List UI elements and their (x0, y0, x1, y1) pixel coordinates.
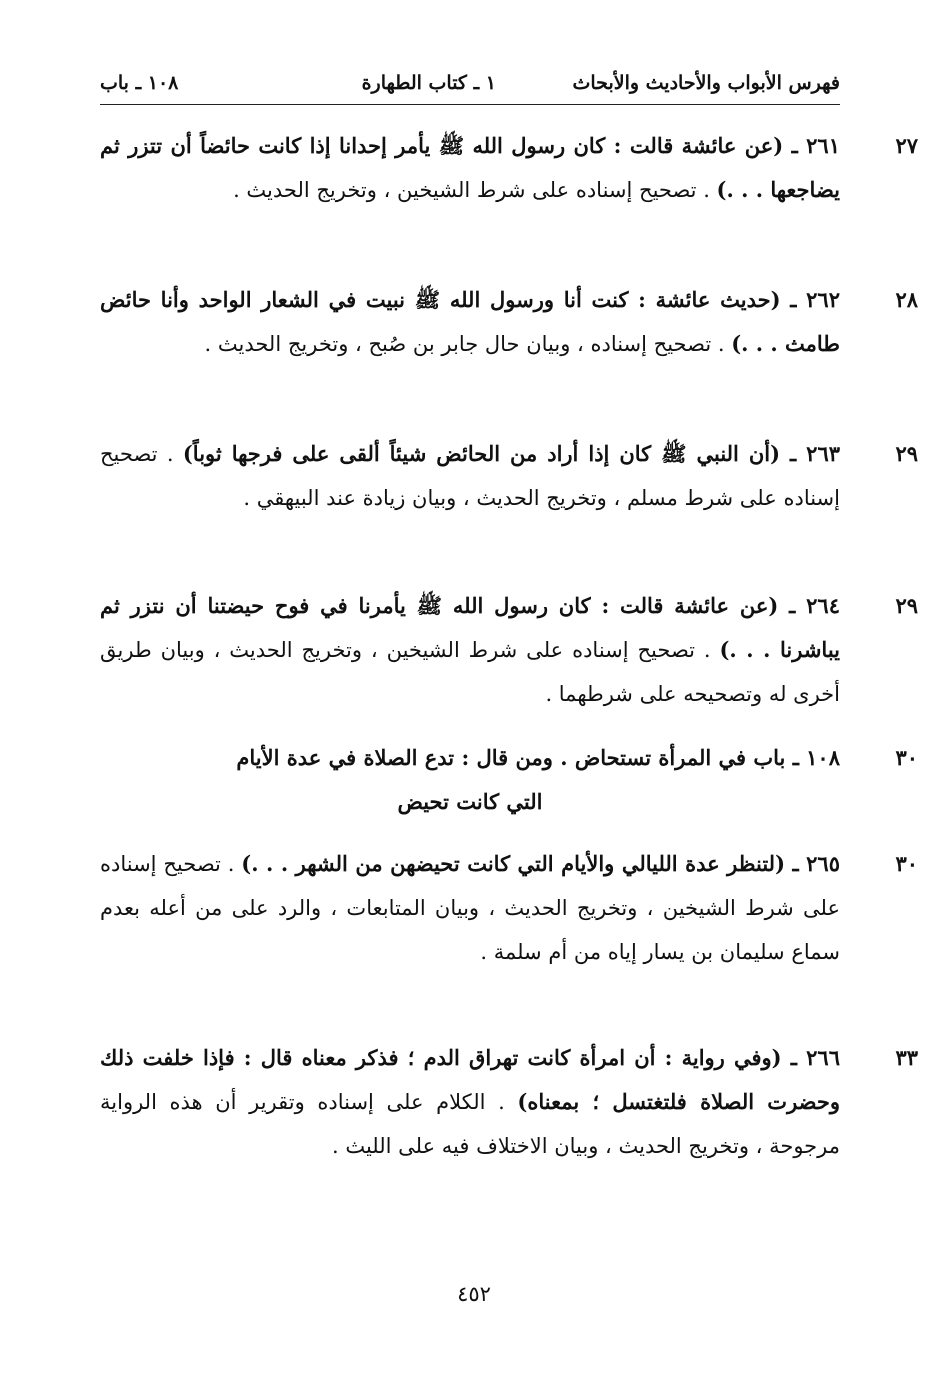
entry-commentary: . تصحيح إسناده على شرط الشيخين ، وتخريج الحديث . (233, 178, 717, 202)
entry-page-number: ٣٠ (895, 745, 918, 770)
entry-hadith: ٢٦٤ ـ (عن عائشة قالت : كان رسول الله ﷺ يأمرنا في فوح حيضتنا أن نتزر ثم يباشرنا . . .) (100, 593, 840, 662)
index-entry (100, 842, 918, 974)
entry-hadith: ٢٦١ ـ (عن عائشة قالت : كان رسول الله ﷺ يأمر إحدانا إذا كانت حائضاً أن تتزر ثم يضاجعها . . .) (100, 133, 840, 202)
entry-text (100, 124, 840, 212)
entry-commentary: . الكلام على إسناده وتقرير أن هذه الرواية مرجوحة ، وتخريج الحديث ، وبيان الاختلاف فيه على الليث . (100, 1090, 840, 1158)
chapter-heading-entry (100, 736, 918, 824)
entry-commentary: . تصحيح إسناده ، وبيان حال جابر بن صُبح ، وتخريج الحديث . (204, 332, 732, 356)
entry-page-number: ٣٣ (895, 1045, 918, 1070)
entry-text (100, 1036, 840, 1168)
index-entry (100, 278, 918, 366)
entry-text (100, 432, 840, 520)
entry-text (100, 278, 840, 366)
entry-hadith: ٢٦٣ ـ (أن النبي ﷺ كان إذا أراد من الحائض شيئاً ألقى على فرجها ثوباً) (182, 441, 841, 466)
entry-commentary: . تصحيح إسناده على شرط مسلم ، وتخريج الحديث ، وبيان زيادة عند البيهقي . (100, 442, 840, 510)
index-entry (100, 584, 918, 716)
entry-text (100, 842, 840, 974)
entry-text (100, 736, 840, 780)
entry-hadith: ٢٦٢ ـ (حديث عائشة : كنت أنا ورسول الله ﷺ نبيت في الشعار الواحد وأنا حائض طامث . . .) (100, 287, 840, 356)
header-title: فهرس الأبواب والأحاديث والأبحاث (572, 72, 840, 94)
index-entry (100, 1036, 918, 1168)
header-book: ١ ـ كتاب الطهارة (361, 72, 496, 94)
chapter-heading-continuation: التي كانت تحيض (397, 789, 543, 814)
running-header (100, 64, 840, 105)
entry-text (100, 584, 840, 716)
entry-page-number: ٢٩ (895, 593, 918, 618)
chapter-heading: ١٠٨ ـ باب في المرأة تستحاض . ومن قال : تدع الصلاة في عدة الأيام (236, 745, 840, 770)
entry-page-number: ٢٩ (895, 441, 918, 466)
entry-page-number: ٢٧ (895, 133, 918, 158)
entry-hadith: ٢٦٦ ـ (وفي رواية : أن امرأة كانت تهراق الدم ؛ فذكر معناه قال : فإذا خلفت ذلك وحضرت الصلاة فلتغتسل ؛ بمعناه) (100, 1045, 841, 1114)
entry-hadith: ٢٦٥ ـ (لتنظر عدة الليالي والأيام التي كانت تحيضهن من الشهر . . .) (241, 851, 840, 876)
entry-page-number: ٣٠ (895, 851, 918, 876)
entry-page-number: ٢٨ (895, 287, 918, 312)
header-chapter: ١٠٨ ـ باب (100, 72, 179, 94)
entry-commentary: . تصحيح إسناده على شرط الشيخين ، وتخريج الحديث ، وبيان طريق أخرى له وتصحيحه على شرطهما . (100, 638, 840, 706)
entry-commentary: . تصحيح إسناده على شرط الشيخين ، وتخريج الحديث ، وبيان المتابعات ، والرد على من أعله بعدم سماع سليمان بن يسار إياه من أم سلمة . (100, 852, 840, 964)
index-entry (100, 124, 918, 212)
page-number: ٤٥٢ (457, 1282, 491, 1306)
index-entry (100, 432, 918, 520)
